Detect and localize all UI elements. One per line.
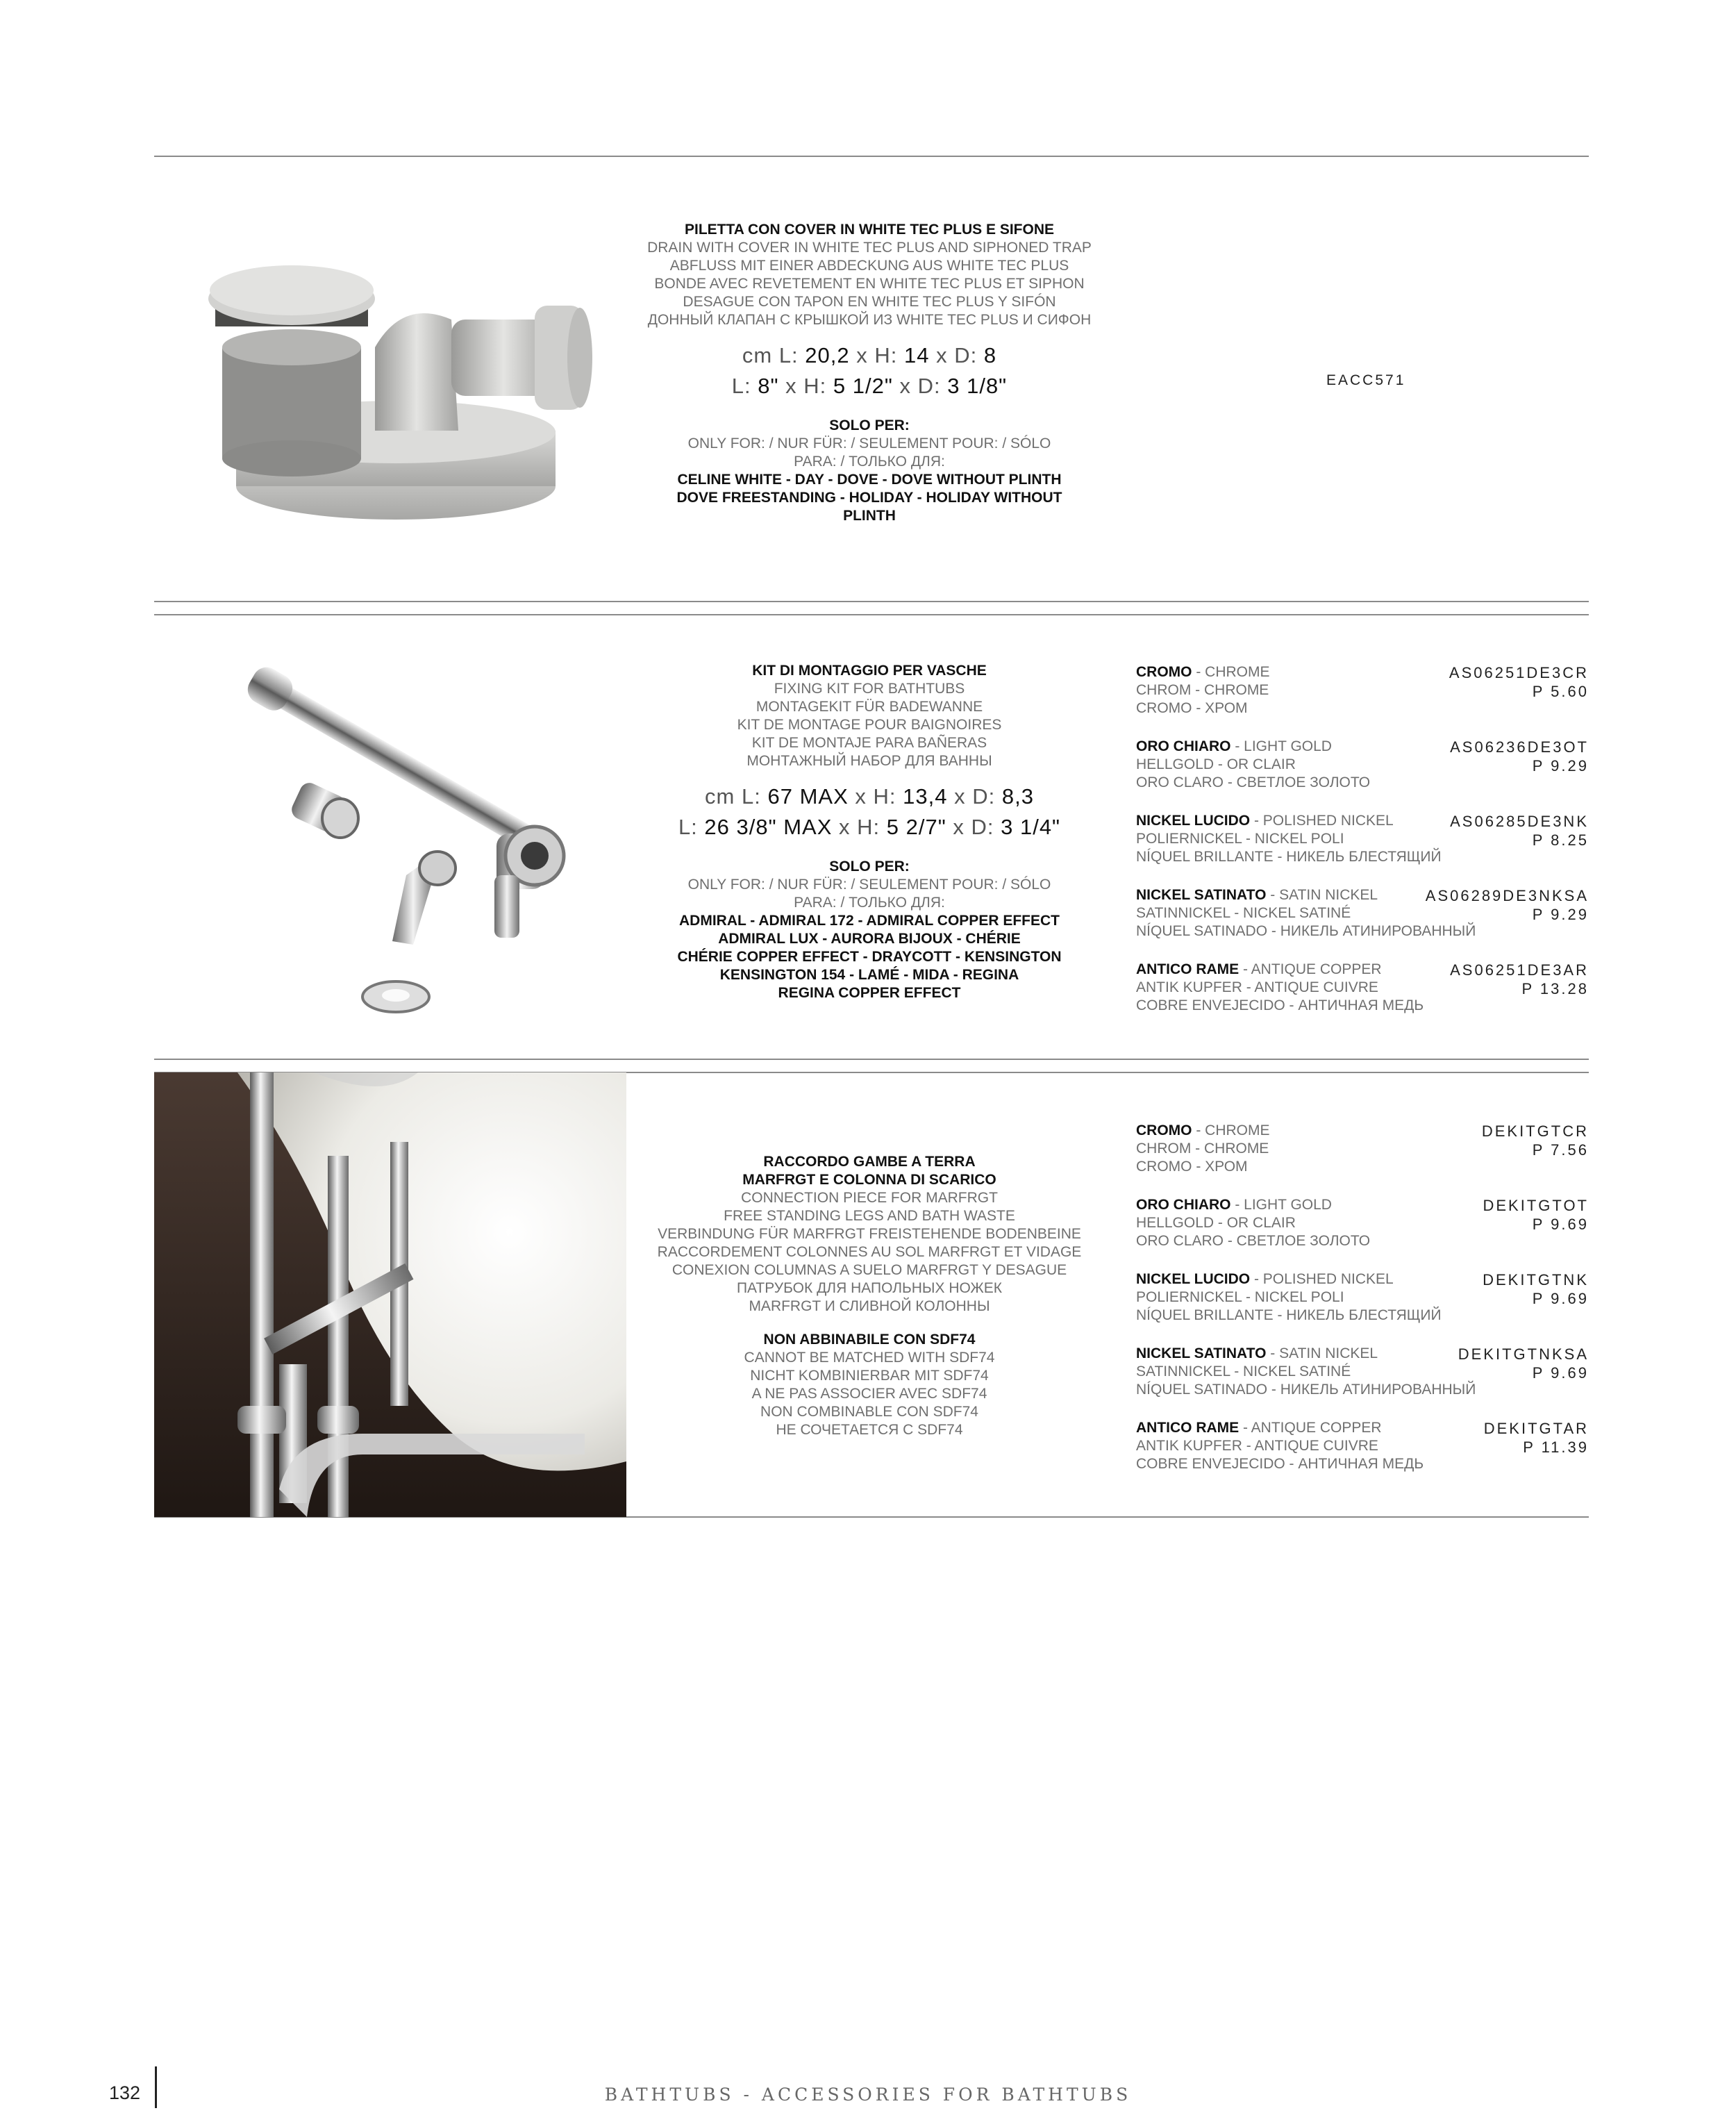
finish-code: AS06251DE3CR bbox=[1449, 664, 1589, 681]
product3-note: NON COMBINABLE CON SDF74 bbox=[760, 1404, 978, 1420]
product2-models: ADMIRAL LUX - AURORA BIJOUX - CHÉRIE bbox=[718, 931, 1021, 947]
finish-row: ANTICO RAME - ANTIQUE COPPER ANTIK KUPFER - ANTIQUE CUIVRE COBRE ENVEJECIDO - АНТИЧНАЯ МЕДЬ AS06251DE3AR P 13.28 bbox=[1136, 961, 1589, 1013]
divider-top bbox=[154, 156, 1589, 157]
product1-translation: ABFLUSS MIT EINER ABDECKUNG AUS WHITE TEC PLUS bbox=[669, 258, 1069, 274]
product1-only-for: ONLY FOR: / NUR FÜR: / SEULEMENT POUR: / SÓLO bbox=[687, 436, 1051, 451]
divider-2a bbox=[154, 1059, 1589, 1060]
finish-price: P 13.28 bbox=[1521, 980, 1589, 997]
product3-note: CANNOT BE MATCHED WITH SDF74 bbox=[744, 1350, 995, 1366]
product3-translation: ПАТРУБОК ДЛЯ НАПОЛЬНЫХ НОЖЕК bbox=[736, 1280, 1003, 1296]
product1-code: EACC571 bbox=[1326, 372, 1406, 388]
product2-models: KENSINGTON 154 - LAMÉ - MIDA - REGINA bbox=[719, 967, 1019, 983]
finish-row: CROMO - CHROME CHROM - CHROME CROMO - ХРОМ AS06251DE3CR P 5.60 bbox=[1136, 664, 1589, 716]
product2-translation: FIXING KIT FOR BATHTUBS bbox=[774, 681, 965, 697]
product2-finishes bbox=[1136, 663, 1589, 1035]
product1-only-for: PARA: / ТОЛЬКО ДЛЯ: bbox=[794, 454, 945, 470]
product1-dims-in: L: 8" x H: 5 1/2" x D: 3 1/8" bbox=[731, 374, 1008, 398]
product2-translation: МОНТАЖНЫЙ НАБОР ДЛЯ ВАННЫ bbox=[746, 753, 992, 769]
product2-models: REGINA COPPER EFFECT bbox=[778, 985, 961, 1001]
product2-dims-in: L: 26 3/8" MAX x H: 5 2/7" x D: 3 1/4" bbox=[678, 815, 1061, 839]
product2-only-for: ONLY FOR: / NUR FÜR: / SEULEMENT POUR: / SÓLO bbox=[687, 877, 1051, 893]
product1-solo-per: SOLO PER: bbox=[829, 417, 910, 433]
product1-models: PLINTH bbox=[843, 508, 896, 524]
product3-description bbox=[640, 1153, 1099, 1439]
finish-code: AS06289DE3NKSA bbox=[1425, 887, 1589, 904]
product1-dims-cm: cm L: 20,2 x H: 14 x D: 8 bbox=[742, 343, 997, 367]
finish-price: P 7.56 bbox=[1532, 1141, 1589, 1159]
finish-price: P 5.60 bbox=[1532, 683, 1589, 700]
finish-row: ANTICO RAME - ANTIQUE COPPER ANTIK KUPFER - ANTIQUE CUIVRE COBRE ENVEJECIDO - АНТИЧНАЯ МЕДЬ DEKITGTAR P 11.39 bbox=[1136, 1420, 1589, 1472]
product2-description bbox=[640, 662, 1099, 1002]
finish-row: NICKEL LUCIDO - POLISHED NICKEL POLIERNICKEL - NICKEL POLI NÍQUEL BRILLANTE - НИКЕЛЬ БЛЕСТЯЩИЙ AS06285DE3NK P 8.25 bbox=[1136, 813, 1589, 865]
divider-1b bbox=[154, 614, 1589, 615]
footer-section-title: BATHTUBS - ACCESSORIES FOR BATHTUBS bbox=[604, 2084, 1132, 2105]
finish-price: P 9.69 bbox=[1532, 1290, 1589, 1307]
product1-translation: DESAGUE CON TAPON EN WHITE TEC PLUS Y SIFÓN bbox=[683, 294, 1056, 310]
finish-code: AS06251DE3AR bbox=[1450, 961, 1589, 979]
product2-solo-per: SOLO PER: bbox=[829, 859, 910, 875]
product3-translation: RACCORDEMENT COLONNES AU SOL MARFRGT ET VIDAGE bbox=[657, 1244, 1082, 1260]
divider-1a bbox=[154, 601, 1589, 602]
product2-translation: MONTAGEKIT FÜR BADEWANNE bbox=[756, 699, 983, 715]
finish-code: DEKITGTNKSA bbox=[1458, 1345, 1589, 1363]
finish-price: P 9.29 bbox=[1532, 757, 1589, 774]
finish-price: P 11.39 bbox=[1523, 1439, 1589, 1456]
finish-code: DEKITGTNK bbox=[1483, 1271, 1589, 1288]
finish-code: AS06236DE3OT bbox=[1450, 738, 1589, 756]
finish-price: P 8.25 bbox=[1532, 831, 1589, 849]
finish-row: NICKEL SATINATO - SATIN NICKEL SATINNICKEL - NICKEL SATINÉ NÍQUEL SATINADO - НИКЕЛЬ АТИНИРОВАННЫЙ DEKITGTNKSA P 9.69 bbox=[1136, 1345, 1589, 1398]
finish-row: NICKEL LUCIDO - POLISHED NICKEL POLIERNICKEL - NICKEL POLI NÍQUEL BRILLANTE - НИКЕЛЬ БЛЕСТЯЩИЙ DEKITGTNK P 9.69 bbox=[1136, 1271, 1589, 1323]
product3-finishes bbox=[1136, 1122, 1589, 1493]
product2-dims-cm: cm L: 67 MAX x H: 13,4 x D: 8,3 bbox=[705, 784, 1034, 809]
product3-note: A NE PAS ASSOCIER AVEC SDF74 bbox=[751, 1386, 987, 1402]
product1-models: CELINE WHITE - DAY - DOVE - DOVE WITHOUT PLINTH bbox=[677, 472, 1062, 488]
product3-translation: FREE STANDING LEGS AND BATH WASTE bbox=[724, 1208, 1015, 1224]
finish-price: P 9.69 bbox=[1532, 1364, 1589, 1382]
finish-code: DEKITGTOT bbox=[1483, 1197, 1589, 1214]
product1-translation: BONDE AVEC REVETEMENT EN WHITE TEC PLUS ET SIPHON bbox=[654, 276, 1085, 292]
product2-translation: KIT DE MONTAJE PARA BAÑERAS bbox=[751, 735, 987, 751]
finish-row: ORO CHIARO - LIGHT GOLD HELLGOLD - OR CLAIR ORO CLARO - СВЕТЛОЕ ЗОЛОТО DEKITGTOT P 9.69 bbox=[1136, 1197, 1589, 1249]
product3-title: RACCORDO GAMBE A TERRA bbox=[763, 1154, 976, 1170]
product3-translation: CONNECTION PIECE FOR MARFRGT bbox=[741, 1190, 998, 1206]
product3-translation: VERBINDUNG FÜR MARFRGT FREISTEHENDE BODENBEINE bbox=[658, 1226, 1081, 1242]
product2-title: KIT DI MONTAGGIO PER VASCHE bbox=[752, 663, 987, 679]
product3-title: MARFRGT E COLONNA DI SCARICO bbox=[742, 1172, 996, 1188]
product3-note-title: NON ABBINABILE CON SDF74 bbox=[763, 1332, 976, 1348]
product1-description bbox=[640, 221, 1099, 525]
product2-only-for: PARA: / ТОЛЬКО ДЛЯ: bbox=[794, 895, 945, 911]
product3-translation: MARFRGT И СЛИВНОЙ КОЛОННЫ bbox=[749, 1298, 990, 1314]
finish-row: NICKEL SATINATO - SATIN NICKEL SATINNICKEL - NICKEL SATINÉ NÍQUEL SATINADO - НИКЕЛЬ АТИНИРОВАННЫЙ AS06289DE3NKSA P 9.29 bbox=[1136, 887, 1589, 939]
product2-models: CHÉRIE COPPER EFFECT - DRAYCOTT - KENSINGTON bbox=[677, 949, 1062, 965]
product1-translation: DRAIN WITH COVER IN WHITE TEC PLUS AND SIPHONED TRAP bbox=[647, 240, 1092, 256]
finish-row: ORO CHIARO - LIGHT GOLD HELLGOLD - OR CLAIR ORO CLARO - СВЕТЛОЕ ЗОЛОТО AS06236DE3OT P 9.29 bbox=[1136, 738, 1589, 790]
finish-price: P 9.29 bbox=[1532, 906, 1589, 923]
product1-title: PILETTA CON COVER IN WHITE TEC PLUS E SIFONE bbox=[684, 222, 1055, 238]
page-number: 132 bbox=[109, 2082, 141, 2103]
drain-siphon-image bbox=[194, 222, 597, 528]
product3-note: NICHT KOMBINIERBAR MIT SDF74 bbox=[750, 1368, 989, 1384]
product3-note: НЕ СОЧЕТАЕТСЯ С SDF74 bbox=[776, 1422, 963, 1438]
connection-piece-photo bbox=[154, 1072, 626, 1517]
fixing-kit-image bbox=[243, 667, 583, 1028]
product1-translation: ДОННЫЙ КЛАПАН С КРЫШКОЙ ИЗ WHITE TEC PLUS И СИФОН bbox=[647, 312, 1092, 328]
product3-translation: CONEXION COLUMNAS A SUELO MARFRGT Y DESAGUE bbox=[671, 1262, 1067, 1278]
finish-row: CROMO - CHROME CHROM - CHROME CROMO - ХРОМ DEKITGTCR P 7.56 bbox=[1136, 1122, 1589, 1175]
finish-price: P 9.69 bbox=[1532, 1216, 1589, 1233]
finish-code: DEKITGTCR bbox=[1481, 1122, 1589, 1140]
product2-models: ADMIRAL - ADMIRAL 172 - ADMIRAL COPPER EFFECT bbox=[679, 913, 1060, 929]
product2-translation: KIT DE MONTAGE POUR BAIGNOIRES bbox=[737, 717, 1002, 733]
finish-code: AS06285DE3NK bbox=[1450, 813, 1589, 830]
finish-code: DEKITGTAR bbox=[1483, 1420, 1589, 1437]
product1-models: DOVE FREESTANDING - HOLIDAY - HOLIDAY WITHOUT bbox=[676, 490, 1062, 506]
